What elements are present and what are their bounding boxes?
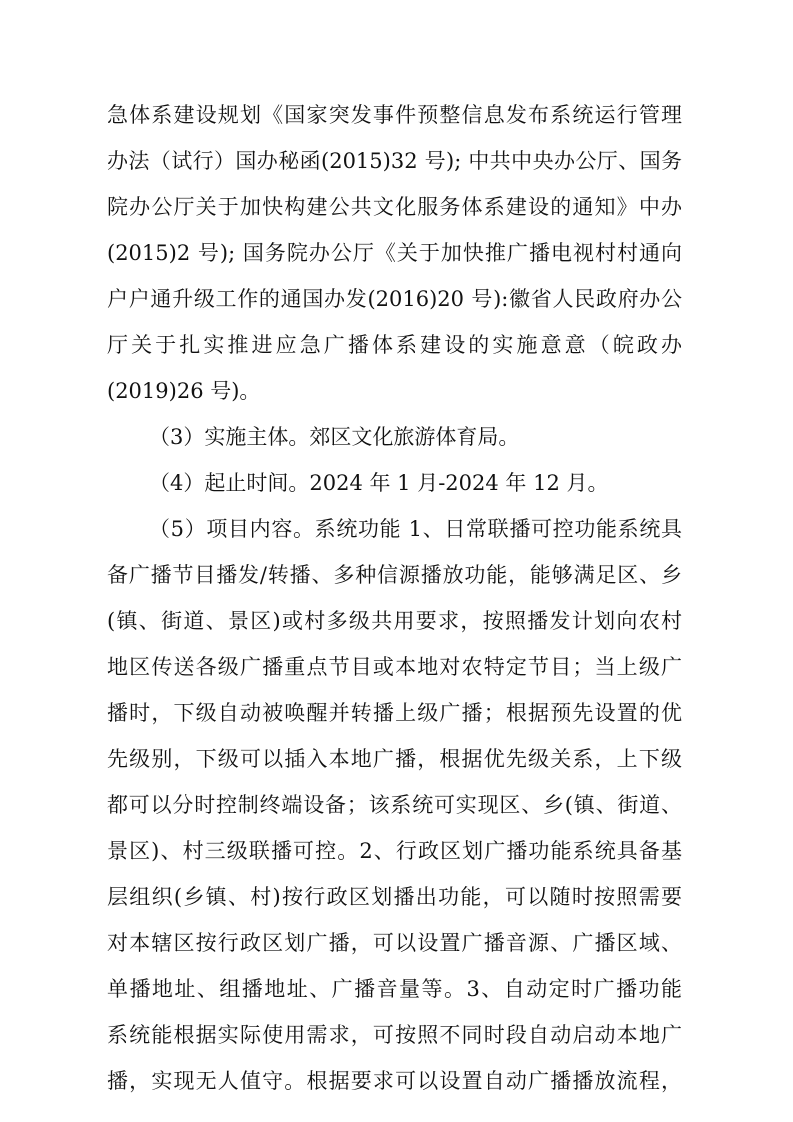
paragraph-line: 单播地址、组播地址、广播音量等。3、自动定时广播功能 xyxy=(107,977,682,1001)
paragraph-line: (镇、街道、景区)或村多级共用要求，按照播发计划向农村 xyxy=(107,609,682,633)
paragraph-line: 地区传送各级广播重点节目或本地对农特定节目；当上级广 xyxy=(107,655,682,679)
paragraph-line: 播时，下级自动被唤醒并转播上级广播；根据预先设置的优 xyxy=(107,701,682,725)
paragraph-line: 播，实现无人值守。根据要求可以设置自动广播播放流程， xyxy=(107,1069,682,1093)
paragraph-line: 先级别，下级可以插入本地广播，根据优先级关系，上下级 xyxy=(107,747,682,771)
paragraph-line: 层组织(乡镇、村)按行政区划播出功能，可以随时按照需要 xyxy=(107,885,682,909)
paragraph-line: 景区)、村三级联播可控。2、行政区划广播功能系统具备基 xyxy=(107,839,682,863)
paragraph-line: 急体系建设规划《国家突发事件预整信息发布系统运行管理 xyxy=(107,103,682,127)
paragraph-line: 对本辖区按行政区划广播，可以设置广播音源、广播区域、 xyxy=(107,931,682,955)
paragraph-line: 院办公厅关于加快构建公共文化服务体系建设的通知》中办 xyxy=(107,195,682,219)
paragraph-line: 都可以分时控制终端设备；该系统可实现区、乡(镇、街道、 xyxy=(107,793,682,817)
section-4-line: （4）起止时间。2024 年 1 月-2024 年 12 月。 xyxy=(149,471,609,495)
paragraph-line: 备广播节目播发/转播、多种信源播放功能，能够满足区、乡 xyxy=(107,563,682,587)
paragraph-line: 系统能根据实际使用需求，可按照不同时段自动启动本地广 xyxy=(107,1023,682,1047)
section-5-first-line: （5）项目内容。系统功能 1、日常联播可控功能系统具 xyxy=(149,517,682,541)
paragraph-line: (2015)2 号); 国务院办公厅《关于加快推广播电视村村通向 xyxy=(107,241,682,265)
paragraph-line: 厅关于扎实推进应急广播体系建设的实施意意（皖政办 xyxy=(107,333,682,357)
paragraph-line: 办法（试行）国办秘函(2015)32 号); 中共中央办公厅、国务 xyxy=(107,149,682,173)
paragraph-line-last: (2019)26 号)。 xyxy=(107,379,261,403)
paragraph-line: 户户通升级工作的通国办发(2016)20 号):徽省人民政府办公 xyxy=(107,287,682,311)
section-3-line: （3）实施主体。郊区文化旅游体育局。 xyxy=(149,425,520,449)
